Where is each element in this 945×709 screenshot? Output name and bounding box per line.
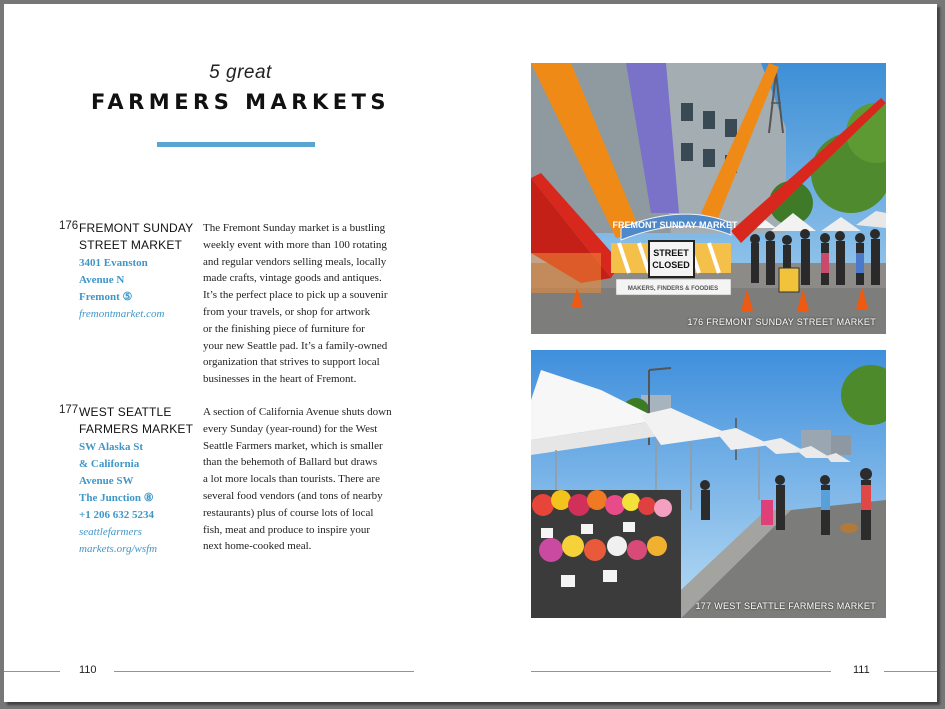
address-line: Avenue N	[79, 274, 125, 286]
entry-name-line: FREMONT SUNDAY	[79, 221, 194, 235]
entry-name-line: STREET MARKET	[79, 238, 183, 252]
description-line: fish, meat and produce to inspire your	[203, 523, 371, 536]
entry-address	[79, 255, 199, 323]
page-number-right: 111	[853, 664, 870, 676]
makers-sign-text: MAKERS, FINDERS & FOODIES	[627, 286, 719, 292]
description-line: or the finishing piece of furniture for	[203, 322, 365, 335]
address-line: & California	[79, 458, 140, 470]
description-line: next home-cooked meal.	[203, 540, 312, 553]
description-line: made crafts, vintage goods and antiques.	[203, 272, 382, 285]
entry-name-line: FARMERS MARKET	[79, 422, 194, 436]
entry-number: 176	[59, 220, 79, 232]
street-closed-sign-line: STREET	[653, 248, 689, 258]
description-line: A section of California Avenue shuts down	[203, 406, 392, 418]
phone-number: +1 206 632 5234	[79, 509, 155, 521]
footer-rule-left-b	[114, 671, 414, 672]
description-line: Seattle Farmers market, which is smaller	[203, 439, 383, 452]
title-divider	[157, 142, 315, 147]
website-link[interactable]: markets.org/wsfm	[79, 543, 158, 555]
description-line: every Sunday (year-round) for the West	[203, 422, 378, 435]
website-link[interactable]: fremontmarket.com	[79, 308, 165, 320]
footer-rule-left-a	[4, 671, 60, 672]
photo-west-seattle-illustration	[531, 350, 886, 618]
description-line: several food vendors (and tons of nearby	[203, 489, 383, 502]
description-line: a lot more locals than tourists. There are	[203, 473, 380, 486]
photo-caption: 177 WEST SEATTLE FARMERS MARKET	[695, 601, 876, 611]
description-line: and regular vendors selling meals, locally	[203, 255, 387, 268]
entry-name-line: WEST SEATTLE	[79, 405, 172, 419]
page-title: FARMERS MARKETS	[90, 90, 391, 114]
address-line: The Junction ⑧	[79, 492, 154, 504]
description-line: It’s the perfect place to pick up a souvenir	[203, 289, 388, 302]
address-line: Fremont ⑤	[79, 291, 133, 303]
description-line: businesses in the heart of Fremont.	[203, 373, 357, 386]
description-line: The Fremont Sunday market is a bustling	[203, 222, 386, 234]
banner-sign-text: FREMONT SUNDAY MARKET	[612, 220, 738, 230]
street-closed-sign-line: CLOSED	[652, 260, 690, 270]
website-link[interactable]: seattlefarmers	[79, 526, 142, 538]
entry-address	[79, 439, 199, 558]
description-line: your new Seattle pad. It’s a family-owned	[203, 339, 388, 352]
entry-description	[203, 404, 421, 555]
entry-name	[79, 404, 199, 438]
description-line: from your travels, or shop for artwork	[203, 305, 371, 318]
entry-description	[203, 220, 421, 388]
photo-caption: 176 FREMONT SUNDAY STREET MARKET	[687, 317, 876, 327]
page-number-left: 110	[79, 664, 97, 676]
address-line: 3401 Evanston	[79, 257, 148, 269]
description-line: restaurants) plus of course lots of local	[203, 506, 374, 519]
address-line: SW Alaska St	[79, 441, 143, 453]
description-line: than the behemoth of Ballard but draws	[203, 456, 378, 469]
footer-rule-right-b	[884, 671, 937, 672]
entry-number: 177	[59, 404, 79, 416]
book-spread	[4, 4, 937, 702]
entry-name	[79, 220, 199, 254]
photo-west-seattle-market	[531, 350, 886, 618]
footer-rule-right-a	[531, 671, 831, 672]
description-line: organization that strives to support local	[203, 356, 380, 369]
photo-fremont-illustration	[531, 63, 886, 334]
photo-fremont-market	[531, 63, 886, 334]
section-kicker: 5 great	[209, 62, 272, 83]
description-line: weekly event with more than 100 rotating	[203, 238, 387, 251]
address-line: Avenue SW	[79, 475, 134, 487]
